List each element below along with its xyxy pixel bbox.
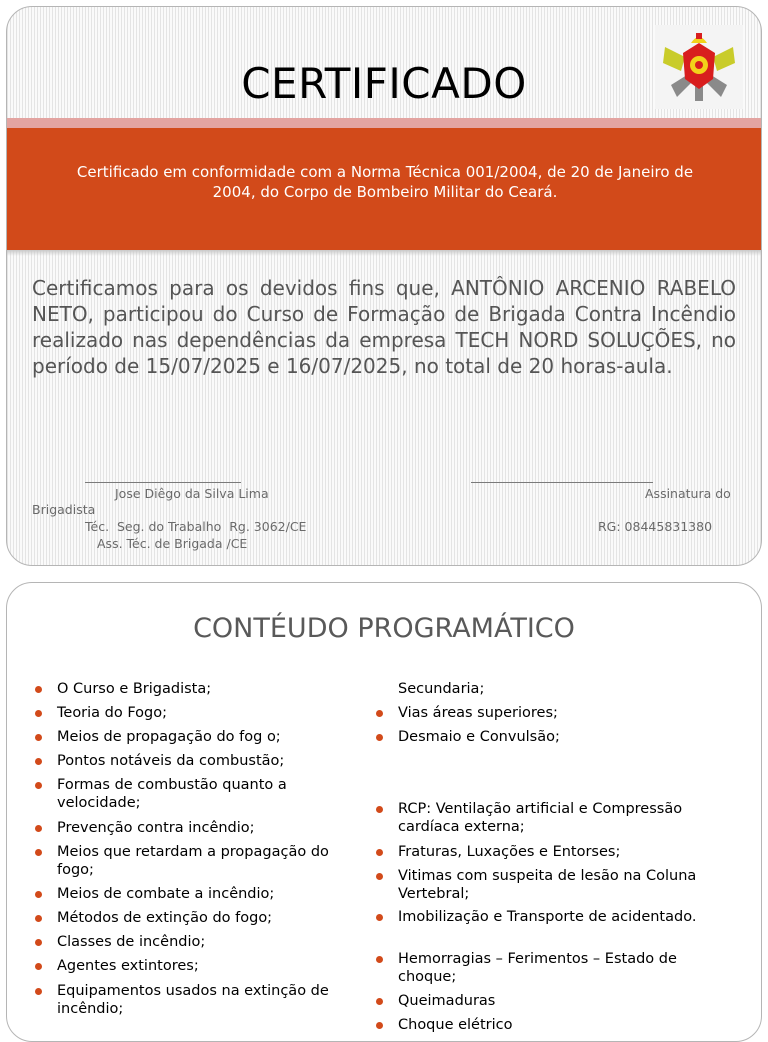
list-item: Queimaduras <box>374 993 734 1011</box>
certificate-slide <box>6 6 762 566</box>
list-item: Fraturas, Luxações e Entorses; <box>374 844 734 862</box>
signature-line-left <box>85 482 241 483</box>
list-item: Imobilização e Transporte de acidentado. <box>374 909 734 927</box>
instructor-role: Ass. Téc. de Brigada /CE <box>97 536 248 551</box>
list-item: Métodos de extinção do fogo; <box>33 910 363 928</box>
list-item: Agentes extintores; <box>33 958 363 976</box>
signature-label: Assinatura do <box>645 486 731 501</box>
list-item: O Curso e Brigadista; <box>33 681 363 699</box>
list-item: Prevenção contra incêndio; <box>33 820 363 838</box>
band-shadow <box>7 250 761 256</box>
program-content-slide <box>6 582 762 1042</box>
list-item: Classes de incêndio; <box>33 934 363 952</box>
list-item: Meios de combate a incêndio; <box>33 886 363 904</box>
list-item: Choque elétrico <box>374 1017 734 1035</box>
list-item: Formas de combustão quanto a velocidade; <box>33 777 313 812</box>
list-item: Hemorragias – Ferimentos – Estado de choque; <box>374 951 704 986</box>
certificate-body: Certificamos para os devidos fins que, ANTÔNIO ARCENIO RABELO NETO, participou do Curso de Formação de Brigada Contra Incêndio realizado nas dependências da empresa TECH NORD SOLUÇÕES, no período de 15/07/2025 e 16/07/2025, no total de 20 horas-aula. <box>32 276 736 378</box>
standard-band <box>7 128 761 250</box>
list-item: RCP: Ventilação artificial e Compressão cardíaca externa; <box>374 801 714 836</box>
list-item: Pontos notáveis da combustão; <box>33 753 363 771</box>
instructor-name: Jose Diêgo da Silva Lima <box>115 486 269 501</box>
list-item: Desmaio e Convulsão; <box>374 729 734 747</box>
signature-label-continued: Brigadista <box>32 502 96 517</box>
list-item: Meios que retardam a propagação do fogo; <box>33 844 353 879</box>
list-item: Vitimas com suspeita de lesão na Coluna Vertebral; <box>374 868 719 903</box>
list-item: Vias áreas superiores; <box>374 705 734 723</box>
list-item: Equipamentos usados na extinção de incêndio; <box>33 983 353 1018</box>
certificate-title: CERTIFICADO <box>241 59 527 108</box>
signature-line-right <box>471 482 653 483</box>
list-item: Teoria do Fogo; <box>33 705 363 723</box>
accent-strip <box>7 118 761 128</box>
brigadist-rg: RG: 08445831380 <box>598 519 713 534</box>
program-title: CONTÉUDO PROGRAMÁTICO <box>193 613 575 644</box>
standard-statement: Certificado em conformidade com a Norma Técnica 001/2004, de 20 de Janeiro de 2004, do Corpo de Bombeiro Militar do Ceará. <box>76 163 694 201</box>
firefighter-emblem-icon <box>655 25 743 109</box>
list-item-continuation: Secundaria; <box>398 681 485 697</box>
instructor-credential: Téc. Seg. do Trabalho Rg. 3062/CE <box>85 519 307 534</box>
list-item: Meios de propagação do fog o; <box>33 729 363 747</box>
